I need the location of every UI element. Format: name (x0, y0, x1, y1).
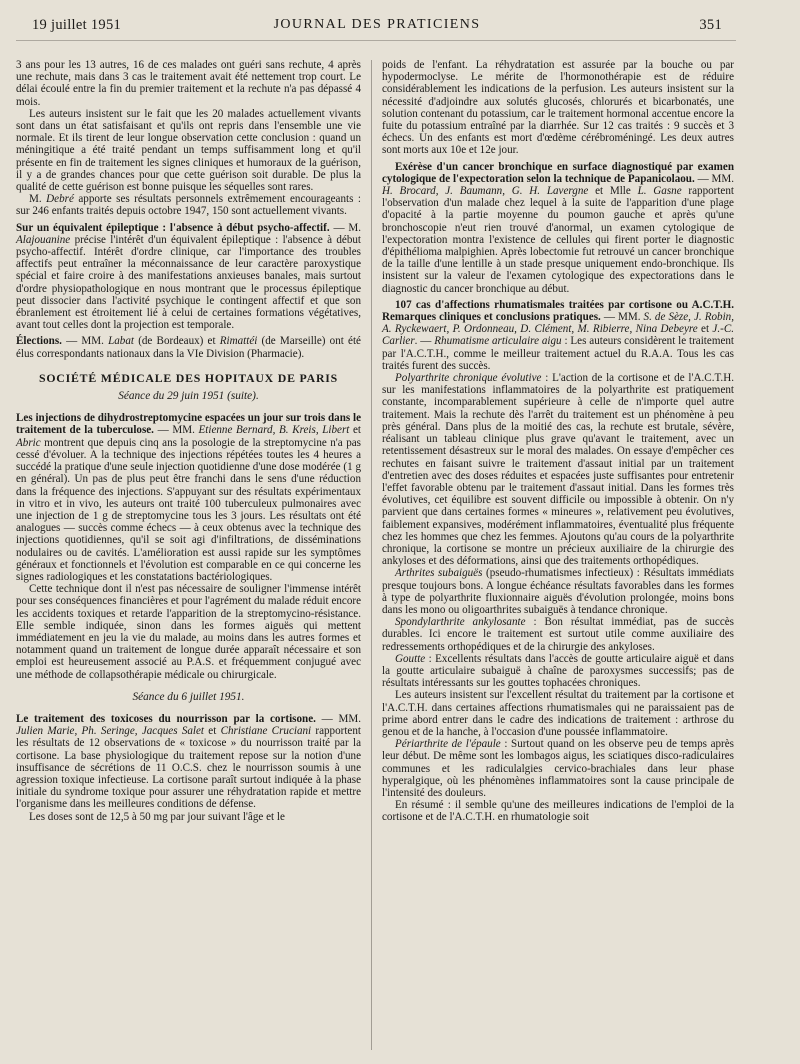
paragraph: Cette technique dont il n'est pas nécessaire de souligner l'immense intérêt pour ses conséquences financières et pour l'agrément du malade réduit encore les accidents toxiques et retarde l'apparition de la streptomycino-résistance. Elle semble indiquée, sinon dans les formes aiguës qui mettent immédiatement en jeu la vie du malade, au moins dans les autres formes et notamment quand un traitement de longue durée apparaît nécessaire et son emploi est heureusement associé au P.A.S. et fréquemment conjugué avec une méthode de collapsothérapie médicale ou chirurgicale. (16, 583, 361, 681)
paragraph: Élections. — MM. Labat (de Bordeaux) et Rimattéi (de Marseille) ont été élus correspondants nationaux dans la VIe Division (Pharmacie). (16, 335, 361, 360)
author-name: Alajouanine (16, 233, 71, 246)
article-title: Les injections de dihydrostreptomycine espacées un jour sur trois dans le traitement de la tuberculose. (16, 412, 361, 437)
article-title: Élections. (16, 335, 62, 348)
paragraph: Polyarthrite chronique évolutive : L'action de la cortisone et de l'A.C.T.H. sur les manifestations inflammatoires de la polyarthrite est pratiquement constante, incomparablement supérieure à celle de n'importe quel autre traitement. Mais la rechute dès l'arrêt du traitement est un phénomène à peu près général. Dans plus de la moitié des cas, la rechute est brutale, sévère, réalisant un tableau clinique plus grave qu'avant le traitement, avec un retentissement désastreux sur le moral des malades. On essaye d'empêcher ces rechutes en faisant suivre le traitement d'assaut initial par un traitement d'entretien avec des doses réduites et espacées juste suffisantes pour entretenir l'effet favorable obtenu par le traitement d'assaut initial. Dans les formes très évolutives, cet équilibre est souvent difficile ou impossible à obtenir. On n'y parvient que dans certaines formes « mineures », relativement peu évolutives, faiblement expansives, modérément inflammatoires, éventualité plus fréquente chez les hommes que chez les femmes. Ajoutons qu'au cours de la polyarthrite chronique, la cortisone se montre un précieux auxiliaire de la chirurgie des ankyloses et des déformations, ainsi que des traitements orthopédiques. (382, 372, 734, 568)
session-heading: Séance du 29 juin 1951 (suite). (118, 390, 259, 403)
paragraph: Arthrites subaiguës (pseudo-rhumatismes infectieux) : Résultats immédiats presque toujours bons. A longue échéance résultats favorables dans les formes à type de polyarthrite fluxionnaire aiguës d'évolution prolongée, moins bons dans les mono ou oligoarthrites subaiguës à tendance chronique. (382, 567, 734, 616)
paragraph: Exérèse d'un cancer bronchique en surface diagnostiqué par examen cytologique de l'expectoration selon la technique de Papanicolaou. — MM. H. Brocard, J. Baumann, G. H. Lavergne et Mlle L. Gasne rapportent l'observation d'un malade chez lequel à la suite de l'apparition d'une plage d'opacité à la partie moyenne du poumon gauche et après qu'une bronchoscopie n'eut rien trouvé d'anormal, un examen cytologique de l'expectoration montra l'existence de cellules qui firent porter le diagnostic d'épithélioma malpighien. Après lobectomie fut retrouvé un cancer bronchique de la taille d'une lentille à un stade presque uniquement endo-bronchique. Ils insistent sur la valeur de l'examen cytologique des expectorations dans le diagnostic du cancer bronchique au début. (382, 160, 734, 295)
header-date: 19 juillet 1951 (32, 17, 122, 33)
header-rule (16, 40, 736, 41)
paragraph: M. Debré apporte ses résultats personnels extrêmement encourageants : sur 246 enfants traités depuis octobre 1947, 150 sont actuellement vivants. (16, 193, 361, 218)
page-header (32, 14, 722, 38)
article-title: Sur un équivalent épileptique : l'absence à début psycho-affectif. (16, 221, 330, 234)
author-name: Debré (46, 193, 74, 206)
paragraph: Les doses sont de 12,5 à 50 mg par jour suivant l'âge et le (29, 810, 285, 823)
paragraph: Le traitement des toxicoses du nourrisson par la cortisone. — MM. Julien Marie, Ph. Seringe, Jacques Salet et Christiane Cruciani rapportent les résultats de 12 observations de « toxicose » du nourrisson traité par la cortisone. La base physiologique du traitement repose sur la notion d'une insuffisance de sécrétions de 11 O.C.S. chez le nourrisson soumis à une agression toxique infectieuse. La cortisone paraît surtout indiquée à la phase initiale du syndrome toxique pour assurer une réhydratation rapide et mettre l'organisme dans les meilleures conditions de défense. (16, 712, 361, 811)
paragraph: Goutte : Excellents résultats dans l'accès de goutte articulaire aiguë et dans la goutte articulaire subaiguë à chaîne de paroxysmes successifs; pas de résultats intéressants sur les gouttes tophacées chroniques. (382, 652, 734, 690)
article-title: 107 cas d'affections rhumatismales traitées par cortisone ou A.C.T.H. Remarques cliniques et conclusions pratiques. (382, 298, 734, 324)
header-page-number: 351 (699, 17, 722, 33)
section-heading: SOCIÉTÉ MÉDICALE DES HOPITAUX DE PARIS (38, 370, 339, 385)
paragraph: poids de l'enfant. La réhydratation est assurée par la bouche ou par hypodermoclyse. Le mérite de l'hormonothérapie est de réduire considérablement les indications de la perfusion. Les auteurs insistent sur la nécessité d'adjoindre aux solutés glucosés, chlorurés et bicarbonatés, une solution contenant du potassium, car le traitement hormonal accentue encore la fuite du potassium entraîné par la diarrhée. Sur 12 cas traités : 9 succès et 3 échecs. Un des enfants est mort d'œdème cérébroméningé. Les deux autres sont morts aux 10e et 12e jour. (382, 59, 734, 157)
paragraph: En résumé : il semble qu'une des meilleures indications de l'emploi de la cortisone et de l'A.C.T.H. en rhumatologie soit (382, 799, 734, 824)
paragraph: Les injections de dihydrostreptomycine espacées un jour sur trois dans le traitement de la tuberculose. — MM. Etienne Bernard, B. Kreis, Libert et Abric montrent que depuis cinq ans la posologie de la streptomycine n'a pas cessé d'évoluer. A la technique des injections répétées toutes les 4 heures a succédé la pratique d'une seule injection quotidienne d'une dose modérée (1 g en général). Un pas de plus peut être franchi dans le sens d'une réduction dans la fréquence des injections. S'appuyant sur des résultats expérimentaux in vitro et in vivo, les auteurs ont traité 100 tuberculeux pulmonaires avec une injection de 1 g de streptomycine tous les 3 jours. Les résultats ont été analogues — succès comme échecs — à ceux obtenus avec la technique des injections quotidiennes, qu'il se soit agi d'infiltrations, de disséminations nodulaires ou de cavités. L'amélioration est aussi rapide sur les symptômes généraux et fonctionnels et l'évolution est comparable en ce qui concerne les signes radiologiques et les constatations bactériologiques. (16, 412, 362, 583)
paragraph: Sur un équivalent épileptique : l'absence à début psycho-affectif. — M. Alajouanine précise l'intérêt d'un équivalent épileptique : l'absence à début psycho-affectif. Intérêt d'ordre clinique, car l'importance des troubles affectifs peut entraîner la méconnaissance de leur caractère paroxystique spécial et faire croire à des manifestations anxieuses banales, mais surtout d'ordre physiopathologique en nous montrant que le processus épileptique peut dissocier dans l'activité psychique le contingent affectif et que son ébranlement est étroitement lié à celui de certaines formations végétatives, avant tout celles dont la projection est temporale. (16, 221, 362, 332)
paragraph: Les auteurs insistent sur l'excellent résultat du traitement par la cortisone et l'A.C.T.H. dans certaines affections rhumatismales qui ne paraissaient pas de prime abord entrer dans le cadre des indications de traitement : arthrose du genou et de la hanche, à l'occasion d'une poussée inflammatoire. (382, 689, 734, 738)
paragraph: 107 cas d'affections rhumatismales traitées par cortisone ou A.C.T.H. Remarques cliniques et conclusions pratiques. — MM. S. de Sèze, J. Robin, A. Ryckewaert, P. Ordonneau, D. Clément, M. Ribierre, Nina Debeyre et J.-C. Carlier. — Rhumatisme articulaire aigu : Les auteurs considèrent le traitement par l'A.C.T.H., comme le meilleur traitement actuel du R.A.A. Tous les cas traités furent des succès. (382, 298, 734, 372)
right-column (382, 59, 734, 824)
header-journal-title: JOURNAL DES PRATICIENS (273, 17, 481, 32)
paragraph: 3 ans pour les 13 autres, 16 de ces malades ont guéri sans rechute, 4 après une rechute, mais dans 3 cas le traitement avait été nettement trop court. Le délai écoulé entre la fin du premier traitement et la rechute n'a pas dépassé 4 mois. (16, 59, 361, 108)
article-title: Exérèse d'un cancer bronchique en surface diagnostiqué par examen cytologique de l'expectoration selon la technique de Papanicolaou. (382, 160, 734, 185)
paragraph: Périarthrite de l'épaule : Surtout quand on les observe peu de temps après leur début. De même sont les lombagos aigus, les sciatiques disco-radiculaires communes et les radiculalgies cervico-brachiales dans leur phase hyperalgique, où les phénomènes inflammatoires sont la cause principale de l'intensité des douleurs. (382, 738, 734, 799)
paragraph: Les auteurs insistent sur le fait que les 20 malades actuellement vivants sont dans un état satisfaisant et qu'ils ont repris dans l'ensemble une vie normale. Et ils tirent de leur longue observation cette conclusion : quand un méningitique a été traité pendant un temps suffisamment long et qu'il présente en fin de traitement les signes cliniques et humoraux de la guérison, il y a de grandes chances pour que cette guérison soit durable. De plus la qualité de cette guérison est bonne puisque les séquelles sont rares. (16, 107, 361, 194)
column-divider (371, 60, 372, 1050)
paragraph: Spondylarthrite ankylosante : Bon résultat immédiat, pas de succès durables. Ici encore le traitement est surtout utile comme auxiliaire des redressements orthopédiques et de la chirurgie des ankyloses. (382, 616, 735, 653)
article-title: Le traitement des toxicoses du nourrisson par la cortisone. (16, 712, 316, 725)
session-heading: Séance du 6 juillet 1951. (132, 690, 245, 703)
left-column (16, 59, 361, 823)
